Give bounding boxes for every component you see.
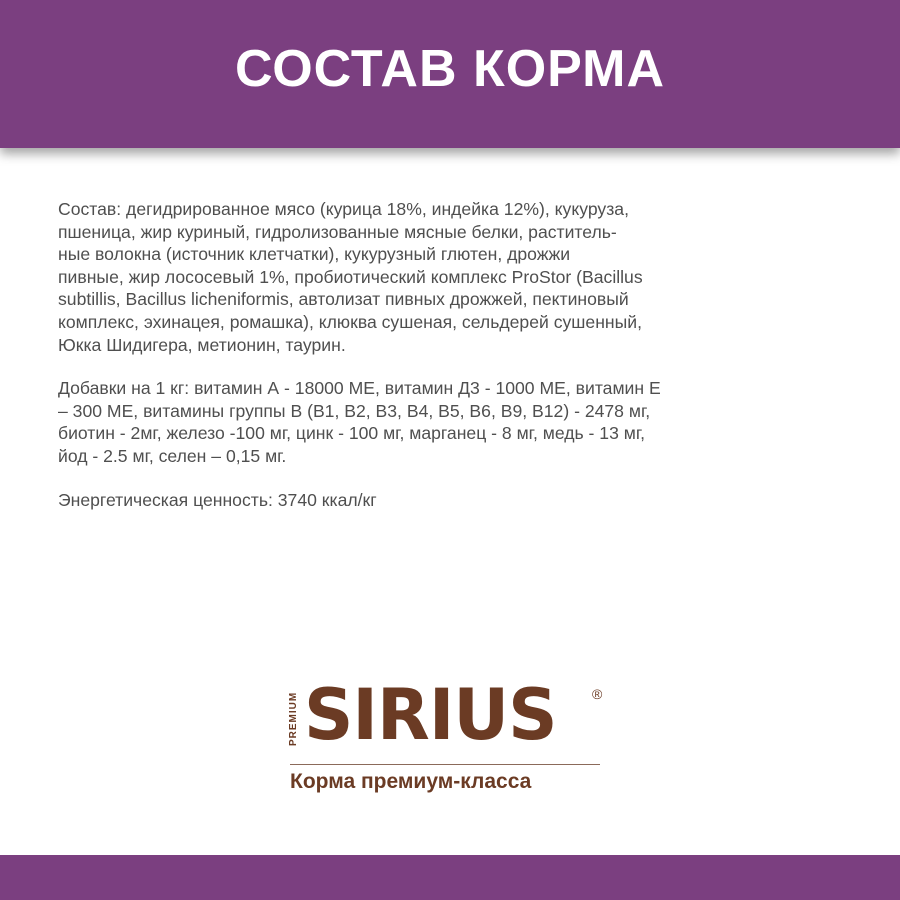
logo-divider: [290, 764, 600, 765]
registered-mark: ®: [592, 686, 603, 702]
header-banner: [0, 0, 900, 148]
additives-line: Добавки на 1 кг: витамин А - 18000 МЕ, витамин Д3 - 1000 МЕ, витамин Е: [58, 378, 661, 398]
composition-line: ные волокна (источник клетчатки), кукурузный глютен, дрожжи: [58, 244, 571, 265]
page-title: СОСТАВ КОРМА: [234, 40, 666, 98]
logo-tagline: Корма премиум-класса: [290, 770, 532, 793]
footer-banner: [0, 855, 900, 900]
additives-text: [58, 377, 858, 467]
composition-line: Состав: дегидрированное мясо (курица 18%, индейка 12%), кукуруза,: [58, 199, 629, 219]
additives-line: йод - 2.5 мг, селен – 0,15 мг.: [58, 445, 287, 466]
sirius-logo: [288, 674, 620, 798]
composition-text: [58, 198, 858, 356]
composition-line: пивные, жир лососевый 1%, пробиотический комплекс ProStor (Bacillus: [58, 266, 643, 287]
logo-premium-label: PREMIUM: [288, 691, 299, 747]
logo-brand-name: SIRIUS: [304, 674, 557, 756]
energy-value: Энергетическая ценность: 3740 ккал/кг: [58, 490, 377, 510]
composition-line: Юкка Шидигера, метионин, таурин.: [58, 334, 346, 355]
additives-line: – 300 МЕ, витамины группы В (В1, В2, В3, В4, В5, В6, В9, В12) - 2478 мг,: [58, 400, 651, 421]
composition-line: subtillis, Bacillus licheniformis, автолизат пивных дрожжей, пектиновый: [58, 289, 629, 310]
composition-line: пшеница, жир куриный, гидролизованные мясные белки, раститель-: [58, 221, 617, 242]
additives-line: биотин - 2мг, железо -100 мг, цинк - 100 мг, марганец - 8 мг, медь - 13 мг,: [58, 423, 645, 444]
energy-text: [58, 489, 858, 512]
composition-line: комплекс, эхинацея, ромашка), клюква сушеная, сельдерей сушенный,: [58, 311, 642, 332]
